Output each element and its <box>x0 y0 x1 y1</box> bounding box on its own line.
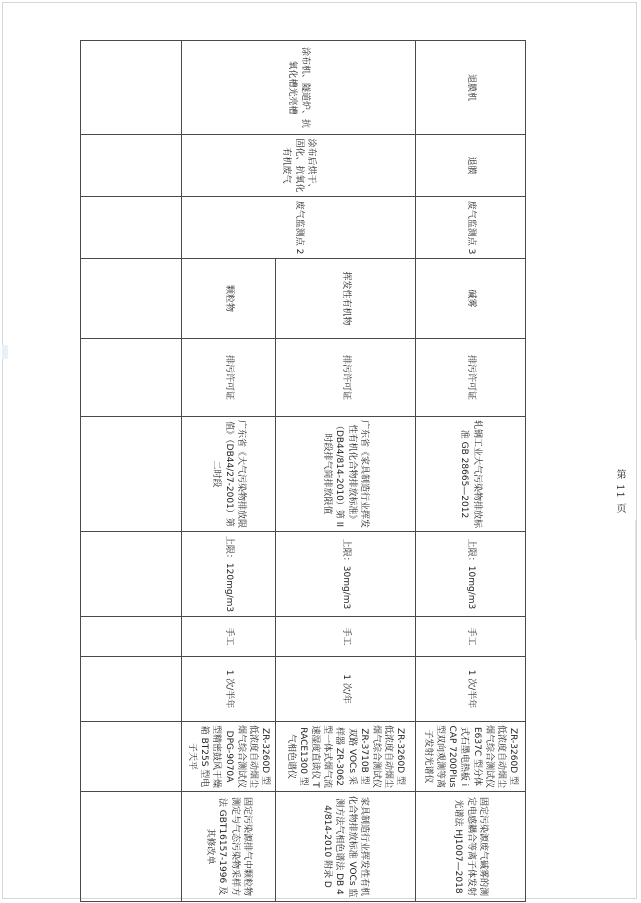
empty-cell <box>81 135 182 197</box>
limit-cell: 上限：120mg/m3 <box>182 532 276 617</box>
basis-cell: 排污许可证 <box>416 339 526 417</box>
standard-cell: 轧钢工业大气污染物排放标准 GB 28665—2012 <box>416 417 526 532</box>
table-row <box>276 41 416 902</box>
facility-cell: 涂布机、隧道炉、抗氧化槽光亮槽 <box>182 41 416 135</box>
pollutant-cell: 颗粒物 <box>182 259 276 339</box>
standard-cell: 广东省《家具制造行业挥发性有机化合物排放标准》（DB44/814-2010）第 II 时段排气筒排放限值 <box>276 417 416 532</box>
table-row <box>416 41 526 902</box>
empty-cell <box>81 532 182 617</box>
limit-cell: 上限：10mg/m3 <box>416 532 526 617</box>
facility-cell: 退膜机 <box>416 41 526 135</box>
monitoring-table <box>80 40 526 902</box>
process-cell: 退膜 <box>416 135 526 197</box>
method-cell: 手工 <box>182 617 276 657</box>
pollutant-cell: 挥发性有机物 <box>276 259 416 339</box>
pollutant-cell: 碱雾 <box>416 259 526 339</box>
instrument-cell: ZR-3260D 型低浓度自动烟尘烟气综合测试仪 E637C 型分体式石墨电热板 iCAP 7200Plus 型双向观测等离子发射光谱仪 <box>416 722 526 792</box>
limit-cell: 上限：30mg/m3 <box>276 532 416 617</box>
process-cell: 涂布后烘干、固化、抗氧化有机废气 <box>182 135 416 197</box>
outlet-cell: 废气监测点 2 <box>182 197 416 259</box>
frequency-cell: 1 次/半年 <box>416 657 526 722</box>
frequency-cell: 1 次/半年 <box>182 657 276 722</box>
empty-cell <box>81 722 182 792</box>
empty-cell <box>81 792 182 902</box>
scan-line <box>635 520 636 640</box>
empty-cell <box>81 41 182 135</box>
basis-cell: 排污许可证 <box>182 339 276 417</box>
analysis-cell: 家具制造行业挥发性有机化合物排放标准 VOCs 监测方法气相色谱法 DB 44/814-2010 附录 D <box>276 792 416 902</box>
frequency-cell: 1 次/年 <box>276 657 416 722</box>
method-cell: 手工 <box>416 617 526 657</box>
analysis-cell: 固定污染源废气碱雾的测定电感耦合等离子体发射光谱法 HJ1007—2018 <box>416 792 526 902</box>
empty-cell <box>81 617 182 657</box>
analysis-cell: 固定污染源排气中颗粒物测定与气态污染物采样方法 GBT16157-1996 及其修改单 <box>182 792 276 902</box>
instrument-cell: ZR-3260D 型低浓度自动烟尘烟气综合测试仪 DPG-9070A 型精密鼓风干燥箱 BT25S 型电子天平 <box>182 722 276 792</box>
table-row-empty <box>81 41 182 902</box>
outlet-cell: 废气监测点 3 <box>416 197 526 259</box>
empty-cell <box>81 259 182 339</box>
instrument-cell: ZR-3260D 型低浓度自动烟尘烟气综合测试仪 ZR-3710B 型双路 VOCs 采样器 ZR-3062 型一体式烟气流速湿度直读仪 TRACE1300 型气相色谱仪 <box>276 722 416 792</box>
method-cell: 手工 <box>276 617 416 657</box>
standard-cell: 广东省《大气污染物排放限值》（DB44/27-2001）第二时段 <box>182 417 276 532</box>
empty-cell <box>81 417 182 532</box>
monitoring-table-rotated <box>80 40 526 898</box>
scan-mark <box>2 345 8 359</box>
empty-cell <box>81 339 182 417</box>
empty-cell <box>81 657 182 722</box>
basis-cell: 排污许可证 <box>276 339 416 417</box>
page-number: 第 11 页 <box>614 469 625 515</box>
empty-cell <box>81 197 182 259</box>
